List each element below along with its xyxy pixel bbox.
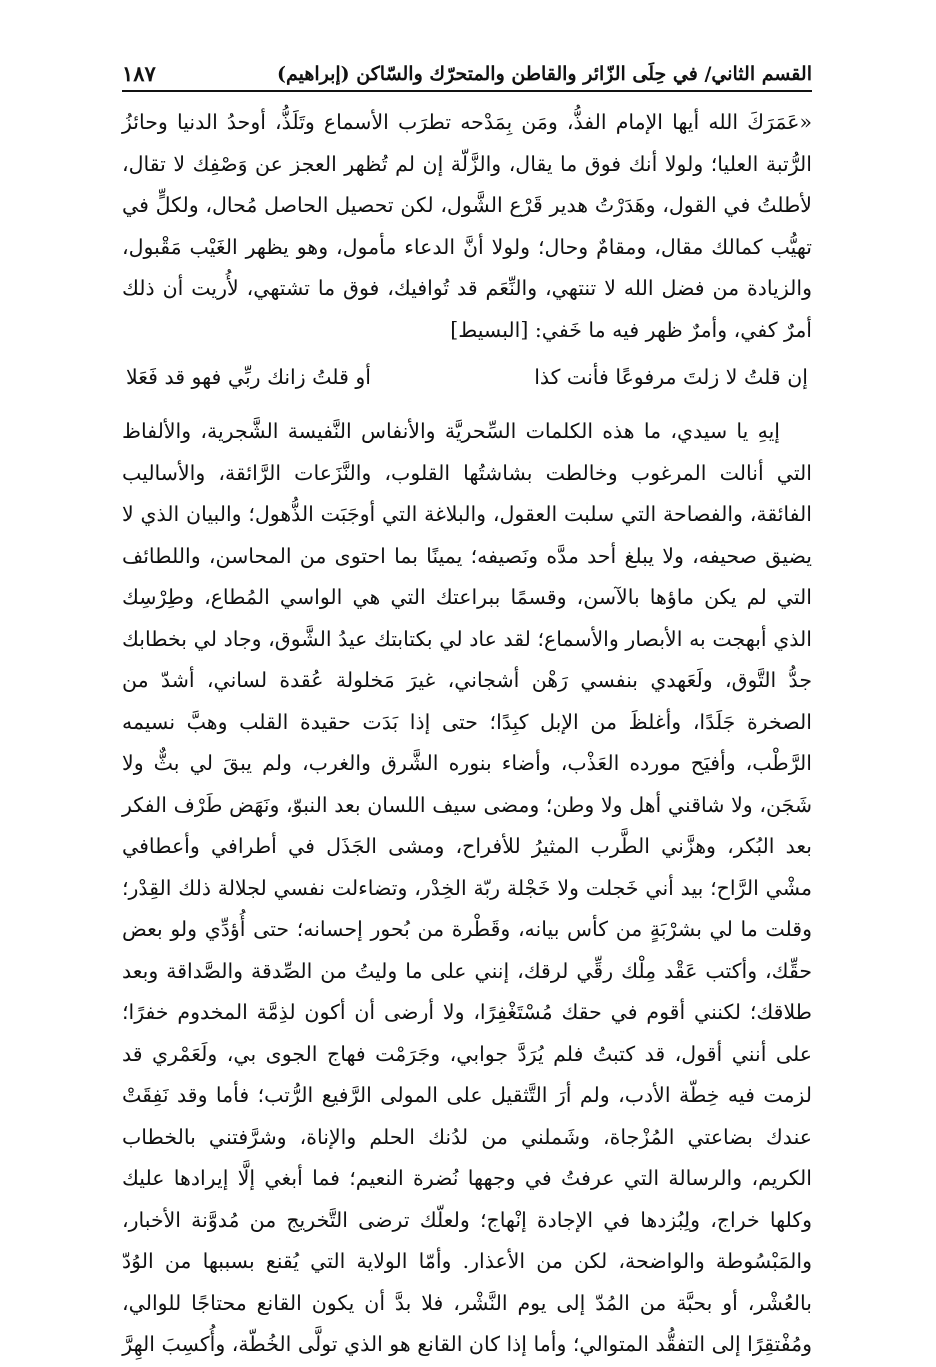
verse-second-hemistich: أو قلتُ زانك ربِّي فهو قد فَعَلا — [126, 365, 371, 389]
header-divider — [122, 90, 812, 92]
running-header — [122, 52, 812, 86]
page-number: ١٨٧ — [122, 61, 156, 86]
running-header-title: القسم الثاني/ في حِلَى الزّائر والقاطن والمتحرّك والسّاكن (إبراهيم) — [276, 63, 812, 85]
verse-meter-label: [البسيط] — [450, 317, 529, 342]
paragraph-1-text: «عَمَرَكَ الله أيها الإمام الفذُّ، ومَن بِمَدْحه تطرَب الأسماع وتَلَذُّ، أوحدُ الدنيا وحائزُ الرُّتبة العليا؛ ولولا أنك فوق ما يقال، والزَّلّة إن لم تُظهر العجز عن وَصْفِك لا تقال، لأطلتُ في القول، وهَدَرْتُ هدير قَرْع الشَّول، لكن تحصيل الحاصل مُحال، ولكلٍّ في تهيُّب كمالك مقال، ومقامٌ وحال؛ ولولا أنَّ الدعاء مأمول، وهو يظهر الغَيْب مَقْبول، والزيادة من فضل الله لا تنتهي، والنِّعَم قد تُوافيك، فوق ما تشتهي، لأُريت أن ذلك أمرٌ كفي، وأمرٌ ظهر فيه ما خَفي: — [122, 110, 812, 342]
verse-line — [126, 357, 808, 397]
paragraph-2: إيهِ يا سيدي، ما هذه الكلمات السِّحريَّة والأنفاس النَّفيسة الشَّجرية، والألفاظ التي أنالت المرغوب وخالطت بشاشتُها القلوب، والنَّزَعات الرَّائقة، والأساليب الفائقة، والفصاحة التي سلبت العقول، والبلاغة التي أوجَبَت الذُّهول؛ والبيان الذي لا يضيق صحيفه، ولا يبلغ أحد مدَّه ونَصيفه؛ يمينًا بما احتوى من المحاسن، واللطائف التي لم يكن ماؤها بالآسن، وقسمًا ببراعتك التي هي الواسي المُطاع، وطِرْسِك الذي أبهجت به الأبصار والأسماع؛ لقد عاد لي بكتابتك عيدُ الشَّوق، وجاد لي بخطابك جدُّ التَّوق، ولَعَهدي بنفسي رَهْن أشجاني، غيرَ مَخلولة عُقدة لساني، أشدّ من الصخرة جَلَدًا، وأغلظَ من الإبل كبِدًا؛ حتى إذا بَدَت حقيدة القلب وهبَّ نسيمه الرَّطْب، وأفيَح مورده العَذْب، وأضاء بنوره الشَّرق والغرب، ولم يبقَ لي بثٌّ ولا شَجَن، ولا شاقني أهل ولا وطن؛ ومضى سيف اللسان بعد النبوّ، ونَهَض طَرْف الفكر بعد البُكر، وهزَّني الطَّرب المثيرُ للأفراح، ومشى الجَذَل في أطرافي وأعطافي مشْي الرَّاح؛ بيد أني خَجلت ولا خَجْلة ربّة الخِدْر، وتضاءلت نفسي لجلالة ذلك القِدْر؛ وقلت ما لي بشرْبَةٍ من كأس بيانه، وقَطْرة من بُحور إحسانه؛ حتى أُؤدِّي ولو بعض حقِّك، وأكتب عَقْد مِلْك رقِّي لرقك، إنني على ما وليتُ من الصِّدقة والصَّداقة وبعد طلاقك؛ لكنني أقوم في حقك مُسْتَغْفِرًا، ولا أرضى أن أكون لذِمَّة المخدوم خفرًا؛ على أنني أقول، قد كتبتُ فلم يُرَدَّ جوابي، وجَرَمْت فهاج الجوى بي، ولَعَمْري قد لزمت فيه خِطّة الأدب، ولم أرَ التَّثقيل على المولى الرَّفيع الرُّتب؛ فأما وقد نَفِقَتْ عندك بضاعتي المُزْجاة، وشَملني من لدُنك الحلم والإناة، وشرَّفتني بالخطاب الكريم، والرسالة التي عرفتُ في وجهها نُضرة النعيم؛ فما أبغي إلَّا إيرادها عليك وكلها خراج، ولِبُزدها في الإجادة إنْهاج؛ ولعلّك ترضى التَّخريج من مُدوَّنة الأخبار، والمَبْسُوطة والواضحة، لكن من الأعذار. وأمّا الولاية التي يُقنع بسببها من الوُدّ بالعُشْر، أو بحبَّة من المُدّ إلى يوم النَّشْر، فلا بدَّ أن يكون القانع محتاجًا للوالي، ومُفْتقِرًا إلى التفقُّد المتوالي؛ وأما إذا كان القانع هو الذي تولَّى الخُطّة، وأُكسِبَ الهِرَّ — [122, 419, 812, 1356]
paragraph-1 — [122, 102, 812, 351]
body-text — [122, 102, 812, 1366]
verse-first-hemistich: إن قلتُ لا زلتَ مرفوعًا فأنت كذا — [534, 365, 808, 389]
